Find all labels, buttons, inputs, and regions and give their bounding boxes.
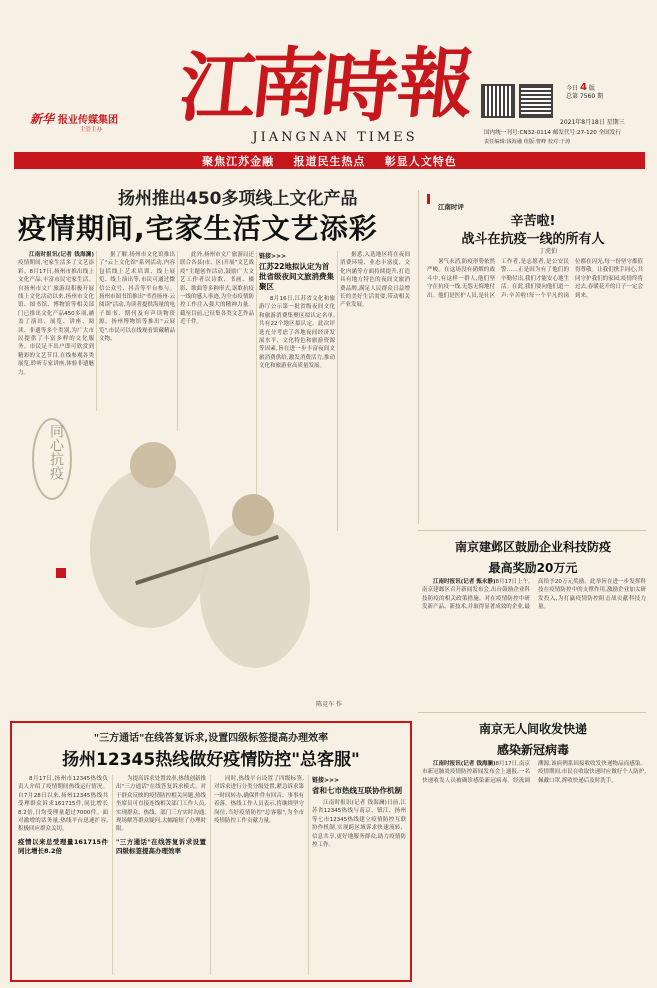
- issue-date: 2021年8月18日 星期三: [560, 119, 625, 126]
- lead-link-text: 8月16日,江苏省文化和旅游厅公示第一批省级夜间文化和旅游消费集聚区拟认定名单,共有22个地区拟认定。此次评选充分考虑了各地夜间经济发展水平、文化特色和旅游资源等因素,旨在进一步丰富夜间文旅消费供给,激发消费活力,推动文化和旅游业高质量发展。: [259, 296, 335, 370]
- main-headline: 疫情期间,宅家生活文艺添彩: [18, 212, 378, 245]
- commentary-tag-text: 江南时评: [438, 203, 464, 211]
- calligraphy-text: 同心抗疫: [48, 424, 64, 480]
- issue-pages: 4: [579, 82, 587, 93]
- feature-col1: [18, 775, 108, 975]
- lead-text-3: 此外,扬州市文广旅游局还联合各县(市、区)开展"文艺战疫"主题创作活动,鼓励广大文艺工作者以诗歌、书画、摄影、歌曲等多种形式,讴歌抗疫一线的感人事迹,为全市疫情防控工作注入强大的精神力量。截至目前,已征集各类文艺作品近千件。: [180, 252, 254, 326]
- lead-byline: 江南时报讯(记者 钱海澜): [29, 252, 94, 258]
- issue-editor: 责任编辑:钱海融 组版:曹峰 校对:于涛: [484, 139, 571, 145]
- figure-body-1: [90, 468, 210, 628]
- issue-number: 总第 7560 期: [566, 93, 604, 100]
- logo-glyph-3: 時: [317, 43, 403, 132]
- feature-link-header: 链接>>>: [312, 777, 340, 784]
- courier-text: 8月17日,南京市新冠肺炎疫情防控新闻发布会上通报,一名快递收发人员被确诊感染新冠病毒。经流调溯源,该病例系因接收收发快递物品而感染。疫情期间,市民在收取快递时应做好个人防护,佩戴口罩,拆收快递后及时洗手。: [422, 761, 646, 784]
- lead-article-col5: [340, 251, 410, 531]
- courier-byline: 江南时报讯(记者 钱海澜): [433, 761, 496, 767]
- feature-kicker: "三方通话"在线答复诉求,设置四级标签提高办理效率: [93, 733, 329, 744]
- nanjing-byline: 江南时报讯(记者 甄永静): [433, 579, 496, 585]
- feature-text-3: 同时,热线平台设置了四级标签,对诉求进行分类分级处置,紧急诉求第一时间转办,确保件件有回音、事事有着落。热线工作人员表示,将继续坚守岗位,当好疫情防控"总客服",为全市疫情防控工作贡献力量。: [214, 776, 304, 825]
- painting: [22, 418, 348, 714]
- feature-link-text: 江南时报讯(记者 钱海澜)日前,江苏省12345热线与南京、镇江、扬州等七市12345热线建立疫情防控互联协作机制,实现跨区域诉求快速流转、信息共享,更好地服务群众,助力疫情防控工作。: [312, 800, 406, 849]
- lead-article-col3: [180, 251, 254, 431]
- group-name: 报业传媒集团: [58, 115, 118, 126]
- qr-code-1: [481, 84, 515, 118]
- nanjing-title-1: 南京建邺区鼓励企业科技防疫: [454, 540, 611, 554]
- issue-today: 今日: [566, 85, 579, 92]
- slogan-text: 聚焦江苏金融 报道民生热点 彰显人文特色: [202, 155, 457, 168]
- logo-glyph-4: 報: [393, 39, 479, 128]
- figure-body-2: [200, 518, 310, 668]
- commentary-author: 丁虎伯: [539, 248, 558, 255]
- red-seal: [56, 568, 66, 578]
- feature-text-2: 为提高诉求处置效率,热线创新推出"三方通话"在线答复诉求模式。对于群众反映的疫情防控相关问题,热线坐席员可直接连线相关部门工作人员,实现群众、热线、部门三方实时沟通,现场解答群众疑问,大幅缩短了办理时限。: [116, 776, 206, 833]
- lead-link-title: 江苏22地拟认定为首批省级夜间文旅消费集聚区: [259, 262, 334, 291]
- feature-link-box: [312, 775, 406, 975]
- group-logo: [30, 110, 138, 134]
- issue-info: [566, 84, 648, 118]
- feature-link-title: 省和七市热线互联协作机制: [312, 786, 402, 795]
- commentary-column: [418, 190, 646, 524]
- group-brand: 新华: [30, 112, 55, 126]
- commentary-text: 暑气未消,防疫形势依然严峻。在这场没有硝烟的战斗中,有这样一群人,他们坚守在抗疫一线,无怨无悔地付出。他们是医护人员,是社区工作者,是志愿者,是公安民警……正是因为有了他们的辛勤付出,我们才能安心地生活。在此,我们要向他们道一声:辛苦啦!每一个平凡的岗位都在闪光,每一份坚守都值得尊敬。让我们携手同心,共同守护我们的家园,疫情终将过去,春暖花开的日子一定会到来。: [427, 259, 643, 299]
- feature-sub-title-2: "三方通话"在线答复诉求设置四级标签提高办理效率: [116, 837, 206, 855]
- logo-english: JIANGNAN TIMES: [252, 130, 418, 145]
- masthead-logo: [175, 39, 480, 152]
- lead-link-header: 链接>>>: [259, 253, 287, 260]
- figure-head-2: [232, 494, 274, 536]
- kicker: 扬州推出450多项线上文化产品: [118, 189, 358, 209]
- figure-head-1: [130, 442, 176, 488]
- lead-text-5: 据悉,入选地区将在夜间消费环境、业态丰富度、文化内涵等方面持续提升,打造具有地方特色的夜间文旅消费品牌,满足人民群众日益增长的美好生活需要,带动相关产业发展。: [340, 252, 410, 309]
- courier-article: [420, 720, 646, 982]
- lead-text-1: 疫情期间,宅家生活多了文艺添彩。8月17日,扬州市推出线上文化产品,丰富市民宅家生活。自扬州市文广旅游局积极开展线上文化活动以来,扬州市文化馆、图书馆、博物馆等相关部门已推出文化产品450多项,涵盖了演出、展览、讲座、阅读、非遗等多个类别,为广大市民提供了丰富多样的文化服务。市民足不出户即可欣赏到精彩的文艺节目,在线参观各类展览,聆听专家讲座,体验非遗魅力。: [18, 260, 94, 376]
- feature-headline: 扬州12345热线做好疫情防控"总客服": [62, 750, 360, 770]
- issue-pages-unit: 版: [588, 85, 595, 92]
- painting-caption: 陈竞车 作: [316, 701, 342, 708]
- feature-sub-title-1: 疫情以来总受理量161715件同比增长8.2倍: [18, 837, 108, 855]
- feature-box: [10, 721, 412, 982]
- commentary-title-1: 辛苦啦!: [510, 214, 556, 229]
- logo-glyph-2: 南: [245, 39, 331, 128]
- slogan-bar: [14, 152, 645, 169]
- commentary-title-2: 战斗在抗疫一线的所有人: [461, 232, 605, 247]
- nanjing-title-2: 最高奖励20万元: [488, 561, 578, 575]
- lead-article-col2: [99, 251, 175, 431]
- logo-glyph-1: 江: [175, 43, 261, 132]
- lead-article-col1: [18, 251, 94, 411]
- courier-title-2: 感染新冠病毒: [496, 743, 569, 757]
- lead-text-2: 据了解,扬州市文化馆推出了"云上文化馆"系列活动,内容包括线上艺术培训、线上展览、线上演出等,市民可通过微信公众号、抖音等平台参与。扬州市图书馆推出"书香扬州·云阅读"活动,为读者提供海量的电子图书、期刊及有声读物资源。扬州博物馆等推出"云展览",市民可以在线观看馆藏精品文物。: [99, 252, 175, 343]
- qr-code-2: [519, 84, 553, 118]
- nanjing-text: 8月17日上午,南京建邺区召开新闻发布会,出台鼓励企业科技防疫的相关政策措施。对在疫情防控中研发新产品、新技术,并取得显著成效的企业,最高给予20万元奖励。此举旨在进一步发挥科技在疫情防控中的支撑作用,激励企业加大研发投入,为打赢疫情防控阻击战贡献科技力量。: [422, 579, 646, 611]
- courier-title-1: 南京无人间收发快递: [478, 722, 587, 736]
- group-sub: 主管主办: [80, 127, 103, 133]
- issue-cn: 国内统一刊号:CN32-0114 邮发代号:27-120 全国发行: [484, 130, 621, 136]
- feature-text-1: 8月17日,扬州市12345热线负责人介绍了疫情期间热线运行情况。自7月28日以来,扬州12345热线共受理群众诉求161715件,同比增长8.2倍,日均受理量超过7000件。面对激增的话务量,热线平台迅速扩容,积极回应群众关切。: [18, 776, 108, 833]
- feature-col2: [116, 775, 206, 975]
- commentary-tag: [427, 194, 464, 211]
- feature-col3: [214, 775, 304, 975]
